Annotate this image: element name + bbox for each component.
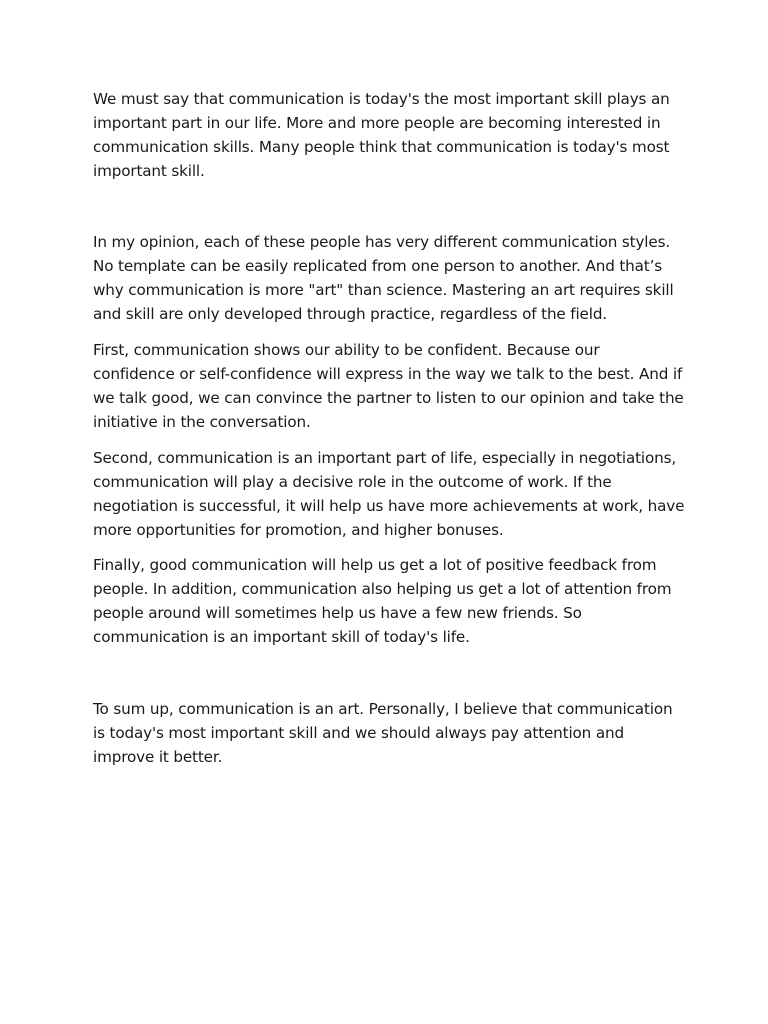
text-line: communication is an important skill of today's life. [93,628,470,646]
text-line: important part in our life. More and more people are becoming interested in [93,114,661,132]
text-line: We must say that communication is today's the most important skill plays an [93,90,670,108]
paragraph-finally [93,553,693,649]
text-line: communication will play a decisive role in the outcome of work. If the [93,473,612,491]
text-line: and skill are only developed through practice, regardless of the field. [93,305,607,323]
paragraph-second [93,446,693,542]
text-line: In my opinion, each of these people has very different communication styles. [93,233,671,251]
text-line: No template can be easily replicated from one person to another. And that’s [93,257,663,275]
text-line: people. In addition, communication also helping us get a lot of attention from [93,580,672,598]
text-line: Finally, good communication will help us get a lot of positive feedback from [93,556,657,574]
paragraph-conclusion [93,697,693,769]
paragraph-intro [93,87,693,183]
text-line: initiative in the conversation. [93,413,311,431]
text-line: improve it better. [93,748,223,766]
paragraph-first [93,338,693,434]
text-line: Second, communication is an important part of life, especially in negotiations, [93,449,677,467]
text-line: negotiation is successful, it will help us have more achievements at work, have [93,497,685,515]
text-line: communication skills. Many people think that communication is today's most [93,138,670,156]
paragraph-opinion [93,230,693,326]
text-line: First, communication shows our ability to be confident. Because our [93,341,600,359]
text-line: important skill. [93,162,205,180]
text-line: why communication is more "art" than science. Mastering an art requires skill [93,281,674,299]
text-line: is today's most important skill and we should always pay attention and [93,724,624,742]
text-line: To sum up, communication is an art. Personally, I believe that communication [93,700,673,718]
text-line: more opportunities for promotion, and higher bonuses. [93,521,504,539]
text-line: we talk good, we can convince the partner to listen to our opinion and take the [93,389,684,407]
text-line: people around will sometimes help us have a few new friends. So [93,604,582,622]
text-line: confidence or self-confidence will express in the way we talk to the best. And if [93,365,683,383]
